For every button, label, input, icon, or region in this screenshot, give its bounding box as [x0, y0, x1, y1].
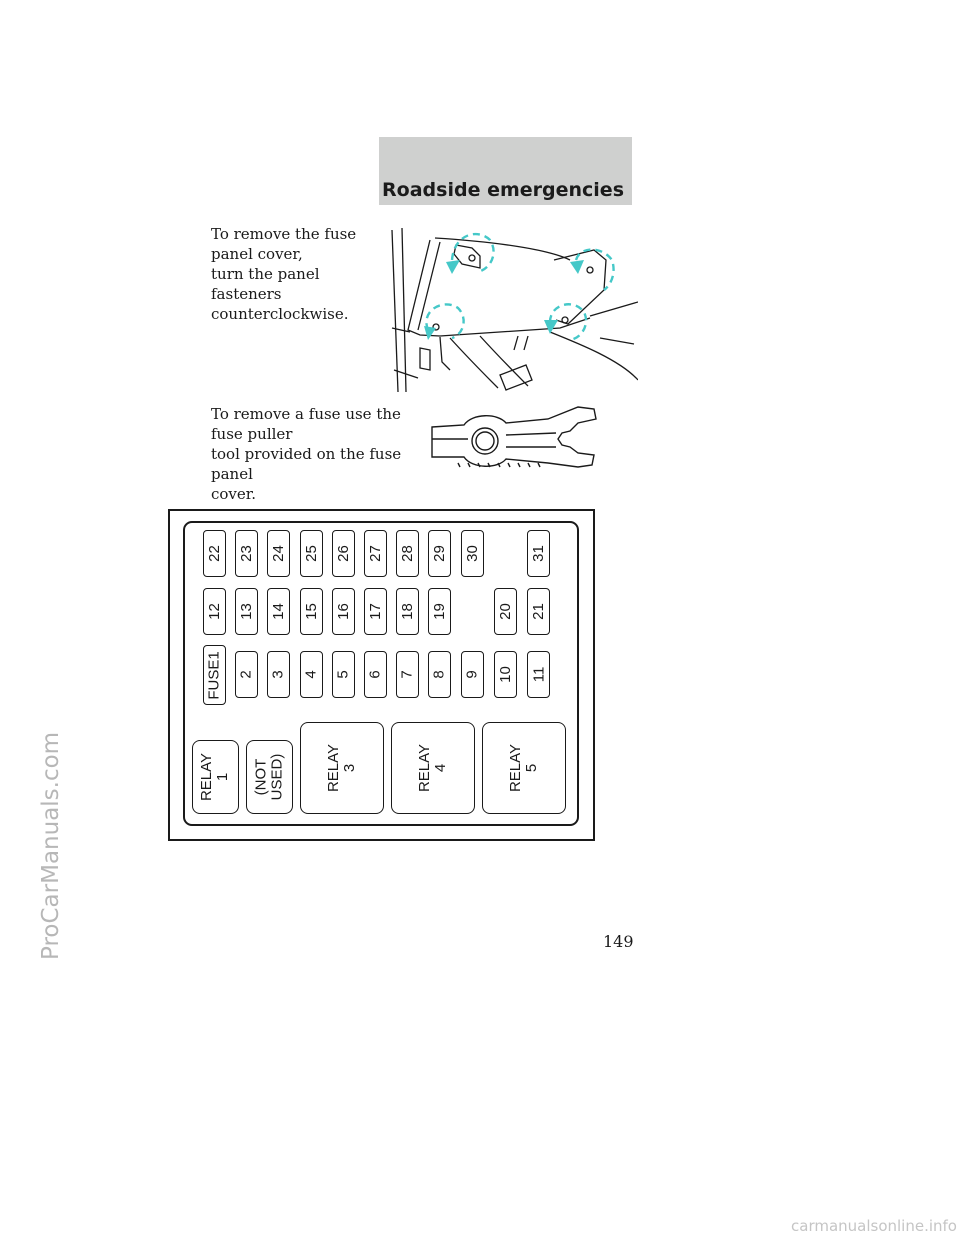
page-number: 149 [603, 932, 634, 951]
section-title: Roadside emergencies [382, 179, 624, 201]
relay-4: RELAY 4 [391, 722, 475, 814]
fuse-28: 28 [396, 530, 419, 577]
relay-5: RELAY 5 [482, 722, 566, 814]
fuse-3: 3 [267, 651, 290, 698]
fuse-31: 31 [527, 530, 550, 577]
fuse-26: 26 [332, 530, 355, 577]
fuse-14: 14 [267, 588, 290, 635]
relay-3: RELAY 3 [300, 722, 384, 814]
fuse-11: 11 [527, 651, 550, 698]
fuse-1: FUSE1 [203, 645, 226, 705]
fuse-12: 12 [203, 588, 226, 635]
fuse-7: 7 [396, 651, 419, 698]
fuse-13: 13 [235, 588, 258, 635]
fuse-8: 8 [428, 651, 451, 698]
fuse-17: 17 [364, 588, 387, 635]
fuse-4: 4 [300, 651, 323, 698]
cover-instructions: To remove the fuse panel cover, turn the panel fasteners counterclockwise. [211, 225, 357, 323]
footer-url: carmanualsonline.info [791, 1217, 957, 1235]
fuse-23: 23 [235, 530, 258, 577]
relay-not-used: (NOT USED) [246, 740, 293, 814]
fuse-2: 2 [235, 651, 258, 698]
fuse-22: 22 [203, 530, 226, 577]
fuse-25: 25 [300, 530, 323, 577]
fuse-18: 18 [396, 588, 419, 635]
relay-1: RELAY 1 [192, 740, 239, 814]
fuse-19: 19 [428, 588, 451, 635]
fuse-panel-cover-illustration [380, 220, 638, 392]
fuse-16: 16 [332, 588, 355, 635]
fuse-21: 21 [527, 588, 550, 635]
puller-instructions: To remove a fuse use the fuse puller tool provided on the fuse panel cover. [211, 405, 402, 503]
fuse-27: 27 [364, 530, 387, 577]
fuse-puller-illustration [428, 405, 598, 471]
fuse-30: 30 [461, 530, 484, 577]
fuse-24: 24 [267, 530, 290, 577]
fuse-29: 29 [428, 530, 451, 577]
fuse-9: 9 [461, 651, 484, 698]
fuse-15: 15 [300, 588, 323, 635]
fuse-20: 20 [494, 588, 517, 635]
fuse-10: 10 [494, 651, 517, 698]
section-header [379, 137, 632, 205]
fuse-5: 5 [332, 651, 355, 698]
fuse-6: 6 [364, 651, 387, 698]
watermark: ProCarManuals.com [38, 731, 64, 960]
